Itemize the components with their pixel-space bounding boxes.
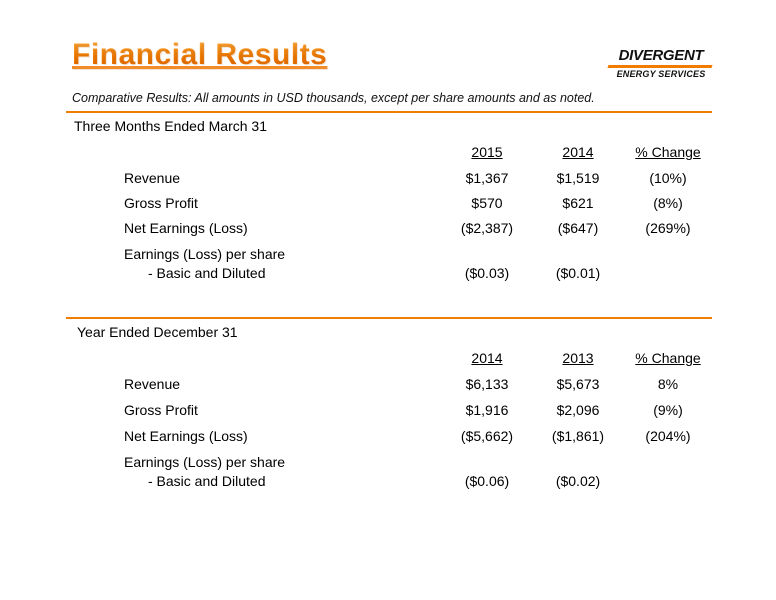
cell-value: ($2,387) — [460, 220, 514, 236]
column-header: 2015 — [471, 144, 503, 160]
cell-value: ($0.06) — [464, 473, 510, 489]
cell-value: ($1,861) — [551, 428, 605, 444]
table-row — [0, 428, 776, 448]
cell-change: (9%) — [653, 402, 683, 418]
column-header: % Change — [635, 144, 701, 160]
column-header: 2014 — [471, 350, 503, 366]
logo-bar — [607, 65, 712, 68]
company-logo — [606, 48, 716, 79]
column-header: 2013 — [562, 350, 594, 366]
page-title: Financial Results — [72, 38, 328, 71]
cell-value: $2,096 — [556, 402, 600, 418]
table-row — [0, 170, 776, 190]
cell-value: ($5,662) — [460, 428, 514, 444]
cell-change: (204%) — [645, 428, 691, 444]
column-header: % Change — [635, 350, 701, 366]
table-row — [0, 220, 776, 240]
cell-value: $1,916 — [465, 402, 509, 418]
row-label: Revenue — [124, 376, 181, 392]
cell-value: ($0.02) — [555, 473, 601, 489]
table-header-row — [0, 350, 776, 370]
row-label: Gross Profit — [124, 402, 198, 418]
table-header-row — [0, 144, 776, 164]
row-label: Gross Profit — [124, 195, 198, 211]
row-label: Revenue — [124, 170, 181, 186]
logo-tagline: ENERGY SERVICES — [616, 69, 706, 79]
logo-wordmark: DIVERGENT — [618, 47, 704, 64]
section-title-quarter: Three Months Ended March 31 — [74, 118, 267, 134]
divider-top — [66, 111, 712, 113]
cell-value: $570 — [471, 195, 503, 211]
table-row-eps — [0, 265, 776, 285]
row-label: Net Earnings (Loss) — [124, 428, 248, 444]
cell-change: (10%) — [649, 170, 687, 186]
row-label: Earnings (Loss) per share — [124, 246, 286, 262]
row-label: Net Earnings (Loss) — [124, 220, 248, 236]
page-subtitle: Comparative Results: All amounts in USD thousands, except per share amounts and as noted. — [72, 91, 595, 105]
table-row-eps — [0, 473, 776, 493]
cell-value: $6,133 — [465, 376, 509, 392]
table-row — [0, 376, 776, 396]
row-sublabel: - Basic and Diluted — [148, 265, 266, 281]
cell-change: (8%) — [653, 195, 683, 211]
table-row — [0, 402, 776, 422]
cell-value: $621 — [562, 195, 594, 211]
cell-value: ($647) — [557, 220, 599, 236]
cell-value: $5,673 — [556, 376, 600, 392]
table-row-eps-label — [0, 246, 776, 266]
divider-middle — [66, 317, 712, 319]
cell-change: 8% — [657, 376, 679, 392]
cell-change: (269%) — [645, 220, 691, 236]
cell-value: ($0.03) — [464, 265, 510, 281]
section-title-year: Year Ended December 31 — [77, 324, 238, 340]
cell-value: $1,367 — [465, 170, 509, 186]
cell-value: ($0.01) — [555, 265, 601, 281]
row-label: Earnings (Loss) per share — [124, 454, 286, 470]
row-sublabel: - Basic and Diluted — [148, 473, 266, 489]
cell-value: $1,519 — [556, 170, 600, 186]
column-header: 2014 — [562, 144, 594, 160]
table-row — [0, 195, 776, 215]
table-row-eps-label — [0, 454, 776, 474]
